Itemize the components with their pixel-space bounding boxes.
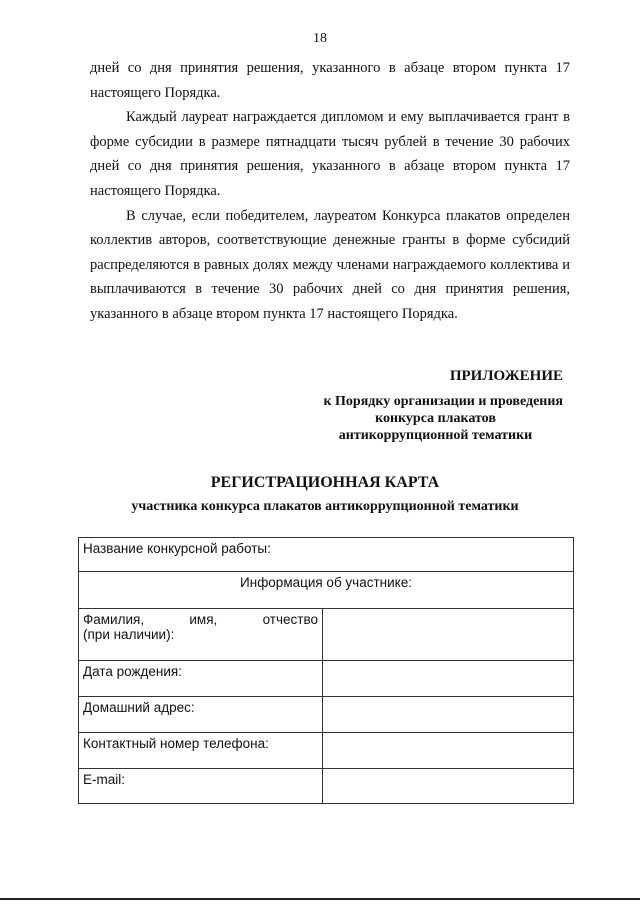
paragraph-collective-authors: В случае, если победителем, лауреатом Конкурса плакатов определен коллектив авторов, соответствующие денежные гранты в форме субсидий распределяются в равных долях между членами награждаемого коллектива и выплачиваются в течение 30 рабочих дней со дня принятия решения, указанного в абзаце втором пункта 17 настоящего Порядка. [90, 207, 570, 322]
table-row [79, 661, 574, 697]
registration-form-table [78, 537, 574, 804]
table-row [79, 733, 574, 769]
work-title-label: Название конкурсной работы: [83, 541, 271, 556]
fio-label-patronymic: отчество [262, 612, 318, 627]
participant-info-label: Информация об участнике: [240, 575, 412, 590]
page-number: 18 [313, 31, 327, 46]
email-field[interactable] [323, 769, 574, 804]
paragraph-laureate-grant: Каждый лауреат награждается дипломом и ему выплачивается грант в форме субсидии в размере пятнадцати тысяч рублей в течение 30 рабочих дней со дня принятия решения, указанного в абзаце втором пункта 17 настоящего Порядка. [90, 109, 570, 199]
table-row [79, 572, 574, 609]
card-subtitle: участника конкурса плакатов антикоррупционной тематики [131, 499, 519, 514]
table-row [79, 697, 574, 733]
birth-date-field[interactable] [323, 661, 574, 697]
email-label: E-mail: [79, 769, 323, 804]
table-row [79, 538, 574, 572]
table-row [79, 769, 574, 804]
work-title-field[interactable] [79, 538, 574, 572]
fio-label-surname: Фамилия, [83, 612, 145, 627]
appendix-line-2: конкурса плакатов [375, 411, 496, 426]
fio-label-cell [79, 609, 323, 661]
appendix-line-3: антикоррупционной тематики [338, 428, 533, 443]
participant-info-header [79, 572, 574, 609]
birth-date-label: Дата рождения: [79, 661, 323, 697]
fio-label-name: имя, [189, 612, 218, 627]
table-row [79, 609, 574, 661]
paragraph-continuation: дней со дня принятия решения, указанного в абзаце втором пункта 17 настоящего Порядка. [90, 60, 570, 101]
home-address-label: Домашний адрес: [79, 697, 323, 733]
fio-value-field[interactable] [323, 609, 574, 661]
body-text [90, 56, 570, 327]
appendix-line-1: к Порядку организации и проведения [323, 394, 563, 409]
appendix-block [250, 368, 563, 444]
home-address-field[interactable] [323, 697, 574, 733]
page-bottom-rule [0, 898, 640, 900]
phone-field[interactable] [323, 733, 574, 769]
card-title: РЕГИСТРАЦИОННАЯ КАРТА [210, 474, 440, 491]
appendix-heading: ПРИЛОЖЕНИЕ [449, 368, 563, 384]
phone-label: Контактный номер телефона: [79, 733, 323, 769]
fio-label-note: (при наличии): [83, 627, 175, 642]
